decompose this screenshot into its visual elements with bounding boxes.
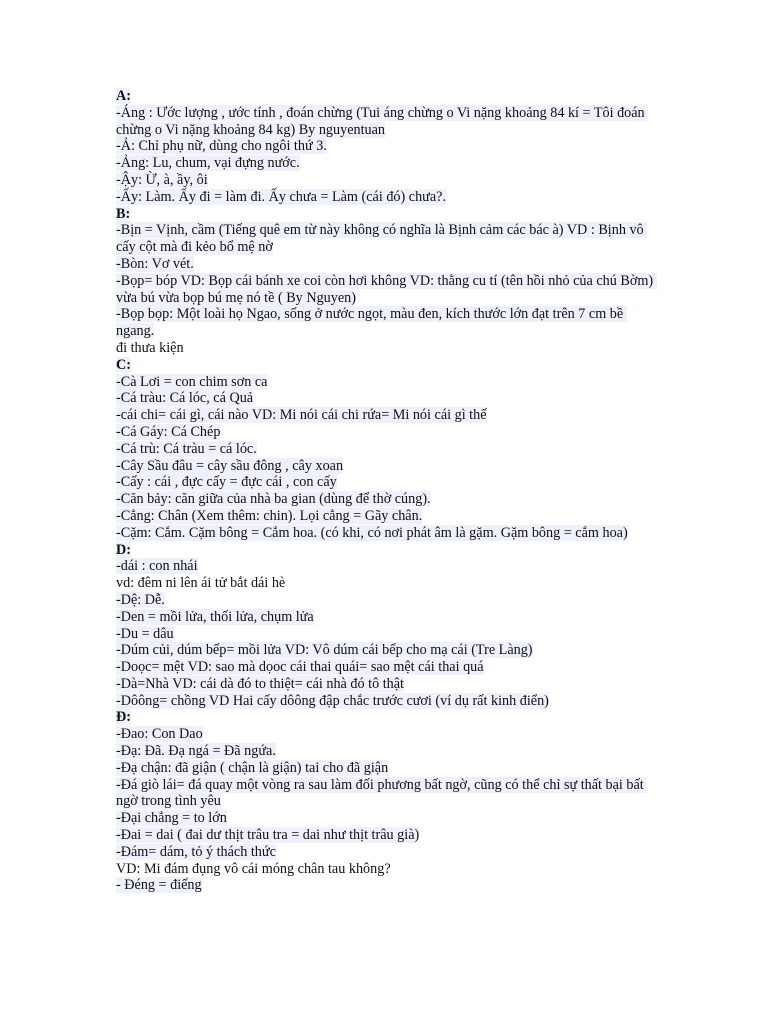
- entry-dai-chang: -Đại chẳng = to lớn: [116, 810, 227, 827]
- entry-da-da: -Đạ: Đã. Đạ ngá = Đã ngứa.: [116, 743, 276, 760]
- entry-da-chan: -Đạ chận: đã giận ( chận là giận) tai cho đã giận: [116, 759, 389, 776]
- entry-bop-bop: -Bọp= bóp VD: Bọp cái bánh xe coi còn hơi không VD: thằng cu tí (tên hồi nhỏ của chú Bờm) vừa bú vừa bọp bú mẹ nó tề ( By Nguyen): [116, 272, 657, 306]
- entry-doong: -Dôông= chồng VD Hai cấy dôông đập chắc trước cươi (ví dụ rất kinh điển): [116, 692, 549, 709]
- entry-den: -Den = mồi lửa, thối lửa, chụm lửa: [116, 608, 314, 625]
- entry-dao: -Đao: Con Dao: [116, 726, 203, 743]
- entry-ay-u-a: -Ậy: Ừ, à, ầy, ôi: [116, 171, 208, 188]
- entry-bon: -Bòn: Vơ vét.: [116, 255, 194, 272]
- entry-ca-trau: -Cá tràu: Cá lóc, cá Quả: [116, 390, 254, 407]
- entry-ca-gay: -Cá Gáy: Cá Chép: [116, 423, 221, 440]
- entry-dam: -Đám= dám, tỏ ý thách thức: [116, 843, 276, 860]
- entry-bop-bop-ngao: -Bọp bọp: Một loài họ Ngao, sống ở nước ngọt, màu đen, kích thước lớn đạt trên 7 cm bề ngang.: [116, 306, 627, 340]
- entry-de: -Dệ: Dễ.: [116, 591, 165, 608]
- entry-cay: -Cấy : cái , đực cấy = đực cái , con cấy: [116, 474, 337, 491]
- dictionary-text: [116, 88, 656, 894]
- section-heading-dd: Đ:: [116, 709, 131, 726]
- entry-ang-lu-chum: -Ảng: Lu, chum, vại đựng nước.: [116, 155, 300, 172]
- entry-deng: - Đéng = điếng: [116, 877, 202, 894]
- entry-da-gio-lai: -Đá giò lái= đá quay một vòng ra sau làm đối phương bất ngờ, cũng có thể chỉ sự thất bại bất ngờ trong tình yêu: [116, 776, 648, 810]
- entry-dai-con-nhai: -dái : con nhái: [116, 558, 198, 575]
- entry-vd-dem-ni: vd: đêm ni lên ái tử bắt dái hè: [116, 575, 286, 592]
- entry-vd-mi-dam: VD: Mi đám đụng vô cái móng chân tau không?: [116, 860, 391, 877]
- entry-bin-vinh: -Bịn = Vịnh, cầm (Tiếng quê em từ này không có nghĩa là Bịnh cảm các bác à) VD : Bịnh vô cấy cột mà đi kẻo bổ mệ nờ: [116, 222, 648, 256]
- section-heading-d: D:: [116, 541, 131, 558]
- entry-ca-loi: -Cà Lơi = con chim sơn ca: [116, 373, 268, 390]
- section-heading-a: A:: [116, 88, 131, 104]
- entry-cay-sau-dau: -Cây Sầu đâu = cây sầu đông , cây xoan: [116, 457, 344, 474]
- entry-cam: -Cặm: Cắm. Cặm bông = Cắm hoa. (có khi, có nơi phát âm là gặm. Gặm bông = cắm hoa): [116, 524, 628, 541]
- entry-ca-tru: -Cá trù: Cá tràu = cá lóc.: [116, 440, 257, 457]
- section-heading-c: C:: [116, 356, 131, 373]
- entry-dum-cui: -Dúm củi, dúm bếp= mồi lửa VD: Vô dúm cái bếp cho mạ cái (Tre Làng): [116, 642, 533, 659]
- entry-da-nha: -Dà=Nhà VD: cái dà đó to thiệt= cái nhà đó tô thật: [116, 675, 404, 692]
- entry-cang: -Cẳng: Chân (Xem thêm: chin). Lọi cẳng = Gãy chân.: [116, 507, 423, 524]
- entry-ang-uoc-luong: -Áng : Ước lượng , ước tính , đoán chừng (Tui áng chừng o Vi nặng khoảng 84 kí = Tôi đoán chừng o Vi nặng khoảng 84 kg) By nguyentuan: [116, 104, 649, 138]
- entry-dooc: -Doọc= mệt VD: sao mà dọoc cái thai quái= sao mệt cái thai quá: [116, 659, 484, 676]
- entry-du: -Du = dâu: [116, 625, 174, 642]
- entry-di-thua-kien: đi thưa kiện: [116, 339, 184, 356]
- entry-a-phu-nu: -Ả: Chỉ phụ nữ, dùng cho ngôi thứ 3.: [116, 138, 327, 155]
- entry-dai-dai: -Đai = dai ( đai dư thịt trâu tra = dai như thịt trâu già): [116, 827, 420, 844]
- entry-ay-lam: -Ấy: Làm. Ấy đi = làm đi. Ấy chưa = Làm (cái đó) chưa?.: [116, 188, 447, 205]
- section-heading-b: B:: [116, 205, 131, 222]
- entry-cai-chi: -cái chi= cái gì, cái nào VD: Mi nói cái chi rứa= Mi nói cái gì thế: [116, 407, 487, 424]
- entry-can-bay: -Căn bảy: căn giữa của nhà ba gian (dùng để thờ cúng).: [116, 491, 431, 508]
